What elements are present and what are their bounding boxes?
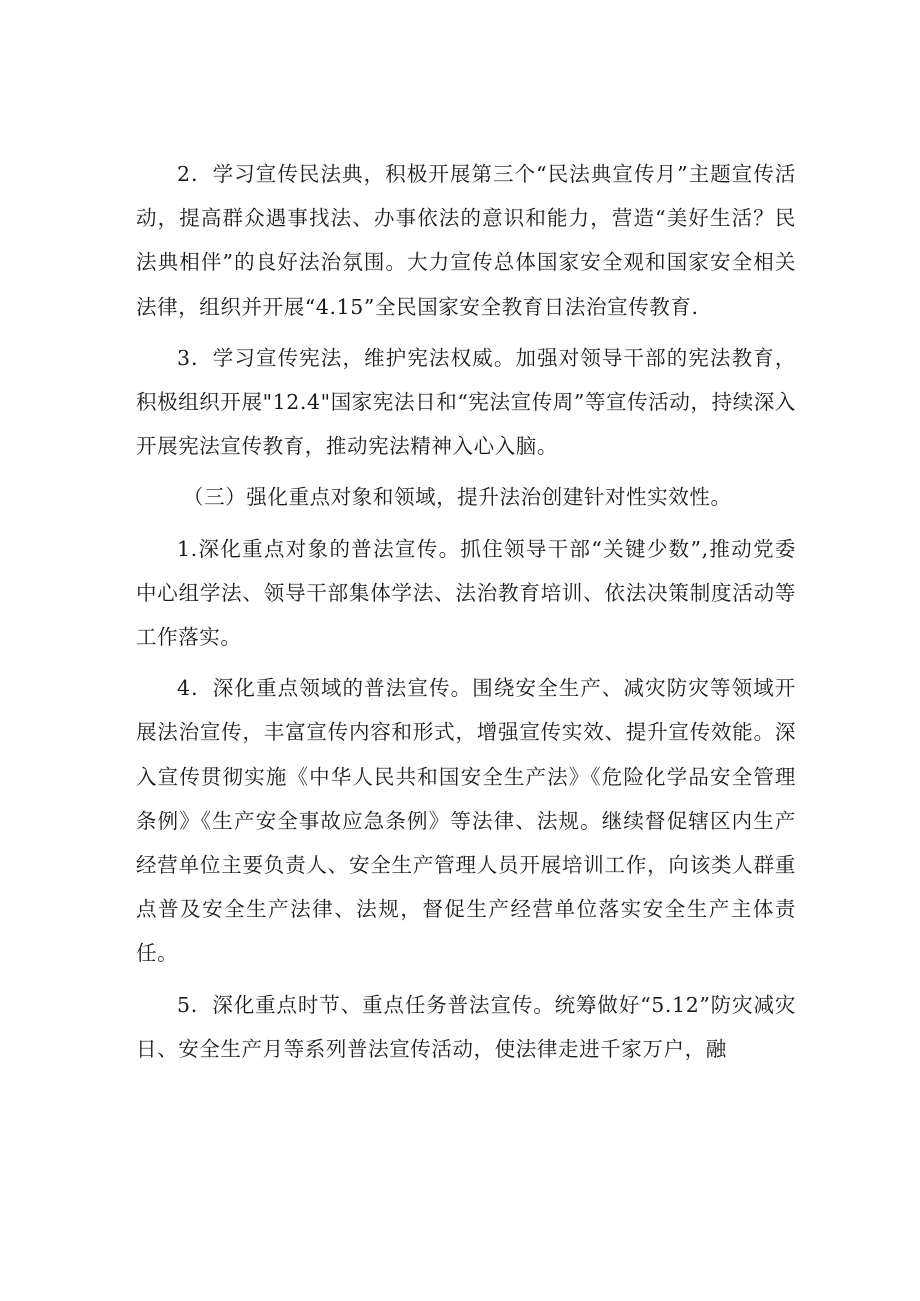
section-heading-key-targets: （三）强化重点对象和领域，提升法治创建针对性实效性。: [183, 485, 732, 510]
document-body: [136, 152, 796, 1071]
paragraph-constitution: 3．学习宣传宪法，维护宪法权威。加强对领导干部的宪法教育，积极组织开展"12.4"国家宪法日和“宪法宣传周”等宣传活动，持续深入开展宪法宣传教育，推动宪法精神入心入脑。: [136, 345, 796, 459]
paragraph-key-fields: 4．深化重点领域的普法宣传。围绕安全生产、减灾防灾等领域开展法治宣传，丰富宣传内容和形式，增强宣传实效、提升宣传效能。深入宣传贯彻实施《中华人民共和国安全生产法》《危险化学品安全管理条例》《生产安全事故应急条例》等法律、法规。继续督促辖区内生产经营单位主要负责人、安全生产管理人员开展培训工作，向该类人群重点普及安全生产法律、法规，督促生产经营单位落实安全生产主体责任。: [136, 676, 796, 966]
paragraph-key-seasons: 5．深化重点时节、重点任务普法宣传。统筹做好“5.12”防灾减灾日、安全生产月等系列普法宣传活动，使法律走进千家万户，融: [136, 992, 796, 1061]
paragraph-key-targets: 1.深化重点对象的普法宣传。抓住领导干部“关键少数”,推动党委中心组学法、领导干部集体学法、法治教育培训、依法决策制度活动等工作落实。: [136, 536, 796, 650]
paragraph-civil-code: 2．学习宣传民法典，积极开展第三个“民法典宣传月”主题宣传活动，提高群众遇事找法、办事依法的意识和能力，营造“美好生活？民法典相伴”的良好法治氛围。大力宣传总体国家安全观和国家安全相关法律，组织并开展“4.15”全民国家安全教育日法治宣传教育.: [136, 162, 796, 319]
